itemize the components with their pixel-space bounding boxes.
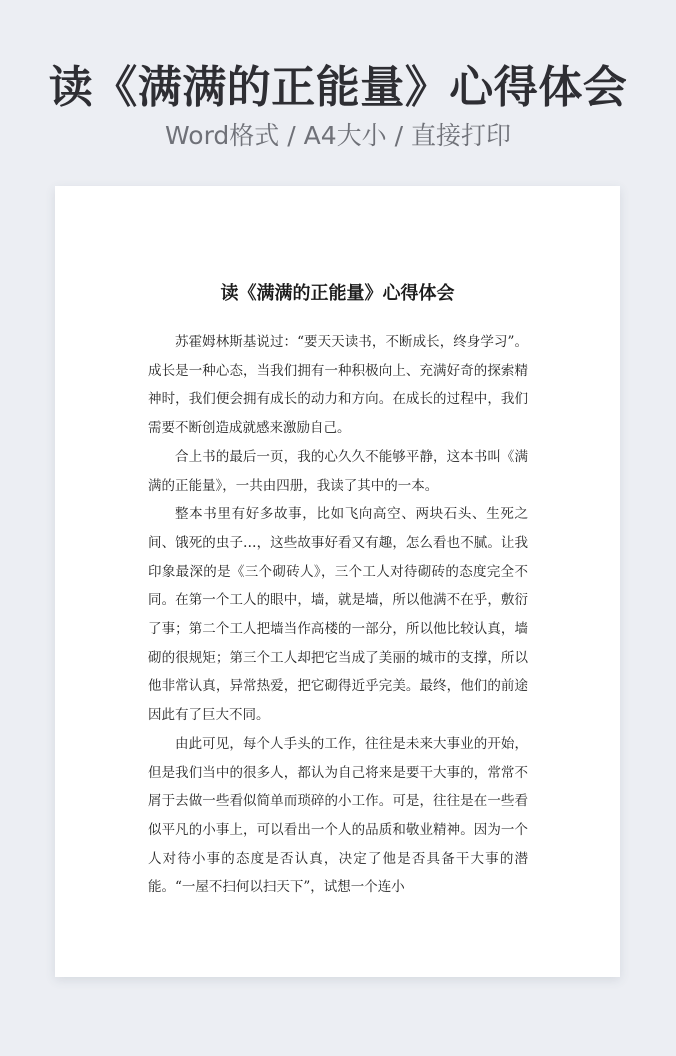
page-title: 读《满满的正能量》心得体会 (48, 62, 628, 113)
document-page (55, 186, 620, 977)
paragraph: 整本书里有好多故事，比如飞向高空、两块石头、生死之间、饿死的虫子…，这些故事好看又有趣，怎么看也不腻。让我印象最深的是《三个砌砖人》，三个工人对待砌砖的态度完全不同。在第一个工人的眼中，墙，就是墙，所以他满不在乎，敷衍了事；第二个工人把墙当作高楼的一部分，所以他比较认真，墙砌的很规矩；第三个工人却把它当成了美丽的城市的支撑，所以他非常认真，异常热爱，把它砌得近乎完美。最终，他们的前途因此有了巨大不同。 (148, 506, 528, 724)
paragraph: 苏霍姆林斯基说过：“要天天读书，不断成长，终身学习”。成长是一种心态，当我们拥有一种积极向上、充满好奇的探索精神时，我们便会拥有成长的动力和方向。在成长的过程中，我们需要不断创造成就感来激励自己。 (148, 334, 528, 437)
paragraph: 由此可见，每个人手头的工作，往往是未来大事业的开始，但是我们当中的很多人，都认为自己将来是要干大事的，常常不屑于去做一些看似简单而琐碎的小工作。可是，往往是在一些看似平凡的小事上，可以看出一个人的品质和敬业精神。因为一个人对待小事的态度是否认真，决定了他是否具备干大事的潜能。“一屋不扫何以扫天下”，试想一个连小 (148, 735, 528, 896)
page-subtitle: Word格式 / A4大小 / 直接打印 (165, 121, 511, 150)
paragraph: 合上书的最后一页，我的心久久不能够平静，这本书叫《满满的正能量》，一共由四册，我读了其中的一本。 (148, 448, 528, 494)
document-body (148, 328, 528, 902)
document-title: 读《满满的正能量》心得体会 (220, 283, 455, 304)
